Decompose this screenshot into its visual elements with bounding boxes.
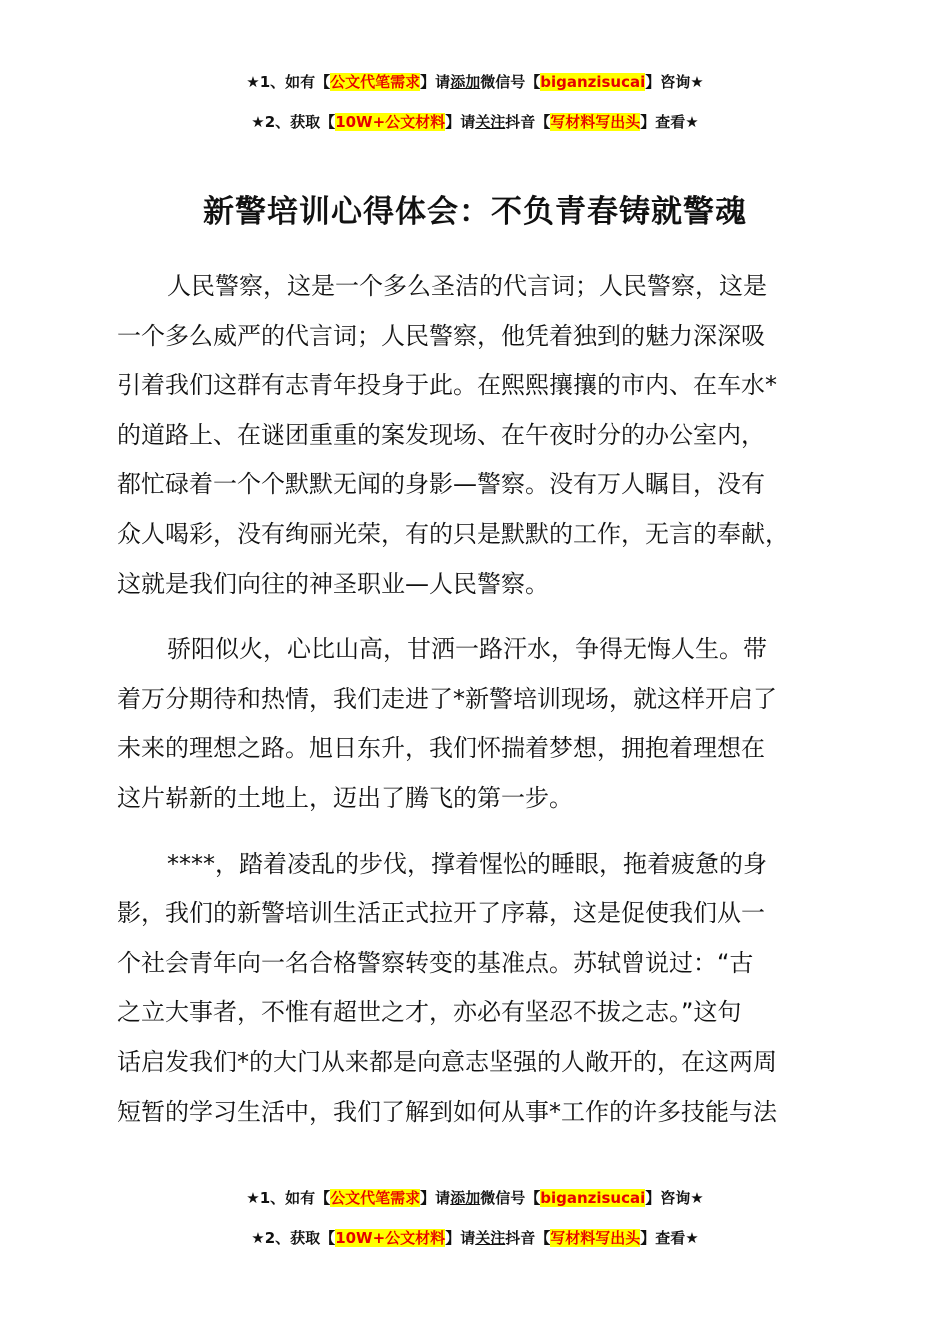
text-line: 骄阳似火，心比山高，甘洒一路汗水，争得无悔人生。带: [167, 635, 767, 664]
text-line: 个社会青年向一名合格警察转变的基准点。苏轼曾说过：“古: [117, 948, 754, 977]
text-line: 未来的理想之路。旭日东升，我们怀揣着梦想，拥抱着理想在: [117, 734, 765, 763]
promo-highlight: 公文代笔需求: [330, 1189, 421, 1207]
promo-text: ★2、获取【: [251, 1229, 336, 1247]
text-line: 着万分期待和热情，我们走进了*新警培训现场，就这样开启了: [117, 684, 777, 713]
promo-text: ★2、获取【: [251, 113, 336, 131]
text-line: 影，我们的新警培训生活正式拉开了序幕，这是促使我们从一: [117, 899, 765, 928]
promo-text: 微信号【: [480, 73, 541, 91]
promo-text: 】查看★: [640, 1229, 699, 1247]
promo-text: 】请: [445, 1229, 476, 1247]
text-line: 人民警察，这是一个多么圣洁的代言词；人民警察，这是: [167, 272, 767, 300]
promo-highlight: 10W+公文材料: [335, 113, 446, 131]
promo-underlined: 关注: [475, 113, 506, 131]
promo-text: 】请: [420, 73, 451, 91]
text-line: 的道路上、在谜团重重的案发现场、在午夜时分的办公室内，: [117, 420, 765, 449]
promo-underlined: 关注: [475, 1229, 506, 1247]
text-line: 一个多么威严的代言词；人民警察，他凭着独到的魅力深深吸: [117, 321, 765, 350]
text-line: 都忙碌着一个个默默无闻的身影—警察。没有万人瞩目，没有: [117, 470, 765, 499]
text-line: 之立大事者，不惟有超世之才，亦必有坚忍不拔之志。”这句: [117, 998, 742, 1027]
text-line: 话启发我们*的大门从来都是向意志坚强的人敞开的，在这两周: [117, 1047, 777, 1076]
promo-highlight: 公文代笔需求: [330, 73, 421, 91]
header-promo-line-2: [0, 112, 950, 132]
promo-highlight-douyin: 写材料写出头: [550, 113, 641, 131]
promo-text: 抖音【: [505, 1229, 551, 1247]
footer-promo-line-1: [0, 1188, 950, 1208]
promo-highlight-douyin: 写材料写出头: [550, 1229, 641, 1247]
promo-underlined: 添加: [450, 1189, 481, 1207]
promo-text: 】咨询★: [645, 1189, 704, 1207]
promo-text: ★1、如有【: [246, 1189, 331, 1207]
promo-highlight-wechat-id: biganzisucai: [540, 1189, 646, 1207]
promo-text: 抖音【: [505, 113, 551, 131]
promo-highlight-wechat-id: biganzisucai: [540, 73, 646, 91]
promo-text: 】查看★: [640, 113, 699, 131]
document-body: [117, 262, 857, 1153]
paragraph-3: [117, 840, 857, 1138]
paragraph-2: [117, 625, 857, 823]
header-promo-line-1: [0, 72, 950, 92]
document-title: 新警培训心得体会：不负青春铸就警魂: [203, 194, 747, 230]
promo-underlined: 添加: [450, 73, 481, 91]
paragraph-1: [117, 262, 857, 609]
text-line: 这片崭新的土地上，迈出了腾飞的第一步。: [117, 783, 573, 812]
text-line: 短暂的学习生活中，我们了解到如何从事*工作的许多技能与法: [117, 1097, 777, 1126]
promo-text: 】咨询★: [645, 73, 704, 91]
promo-text: 】请: [445, 113, 476, 131]
text-line: 这就是我们向往的神圣职业—人民警察。: [117, 569, 549, 598]
promo-text: 】请: [420, 1189, 451, 1207]
promo-text: ★1、如有【: [246, 73, 331, 91]
footer-promo-line-2: [0, 1228, 950, 1248]
text-line: 引着我们这群有志青年投身于此。在熙熙攘攘的市内、在车水*: [117, 371, 777, 400]
promo-text: 微信号【: [480, 1189, 541, 1207]
text-line: ****，踏着凌乱的步伐，撑着惺忪的睡眼，拖着疲惫的身: [167, 849, 767, 878]
promo-highlight: 10W+公文材料: [335, 1229, 446, 1247]
text-line: 众人喝彩，没有绚丽光荣，有的只是默默的工作，无言的奉献，: [117, 519, 789, 548]
